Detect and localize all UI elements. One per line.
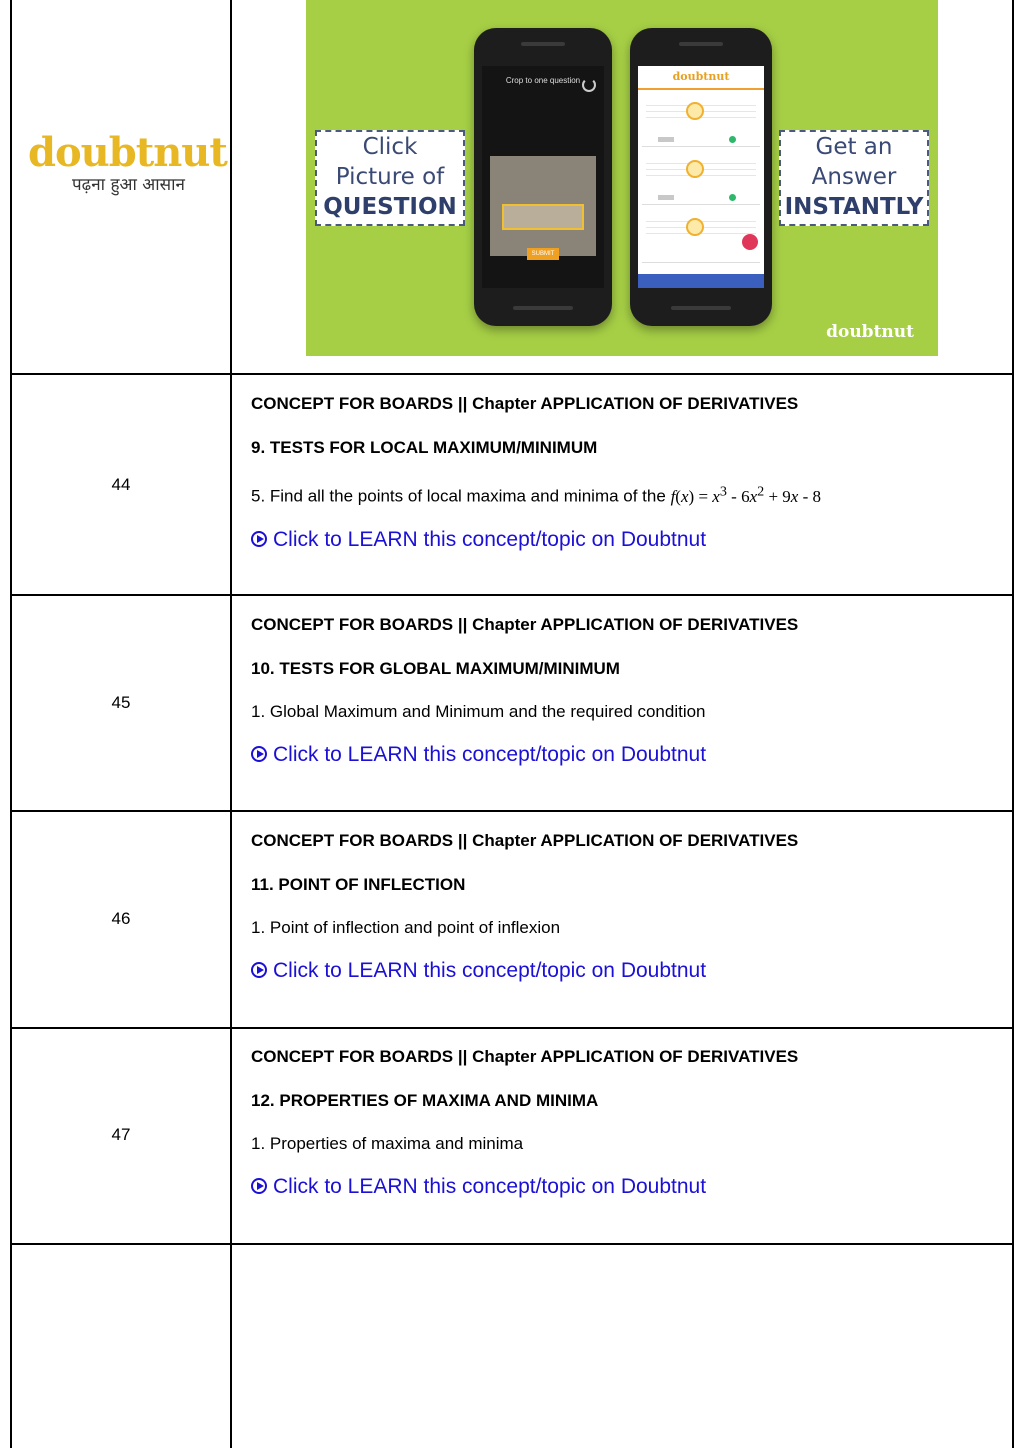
learn-concept-link[interactable] xyxy=(251,957,1004,985)
row-divider xyxy=(10,1027,1014,1029)
photo-of-question xyxy=(490,156,596,256)
section-heading: 10. TESTS FOR GLOBAL MAXIMUM/MINIMUM xyxy=(251,659,620,678)
section-heading: 9. TESTS FOR LOCAL MAXIMUM/MINIMUM xyxy=(251,438,598,457)
crop-title: Crop to one question xyxy=(505,76,581,85)
function-formula: $f(x) = x^3 - 6x^2 + 9x - 8$ xyxy=(670,483,822,506)
table-right-border xyxy=(1012,0,1014,1448)
math-term: - 6 xyxy=(726,486,750,506)
math-term: + 9 xyxy=(764,486,791,506)
math-exponent: 2 xyxy=(757,483,765,499)
row-number: 45 xyxy=(111,693,131,712)
phone-screen xyxy=(482,66,604,288)
logo-wordmark xyxy=(28,128,227,178)
learn-concept-link[interactable] xyxy=(251,1173,1004,1201)
section-heading: 11. POINT OF INFLECTION xyxy=(251,875,466,894)
math-eq: = xyxy=(694,486,713,506)
link-text: Click to LEARN this concept/topic on Doubtnut xyxy=(273,959,707,982)
concept-heading: CONCEPT FOR BOARDS || Chapter APPLICATION OF DERIVATIVES xyxy=(251,1047,799,1066)
play-circle-icon xyxy=(251,531,267,547)
logo-tagline: पढ़ना हुआ आसान xyxy=(72,175,185,195)
learn-concept-link[interactable] xyxy=(251,741,1004,769)
answer-card xyxy=(642,210,760,263)
phone-speaker xyxy=(679,42,723,46)
math-x: x xyxy=(790,486,799,506)
row-divider xyxy=(10,594,1014,596)
table-column-divider xyxy=(230,0,232,1448)
crop-selection xyxy=(502,204,584,230)
row-content xyxy=(251,613,1004,769)
row-content xyxy=(251,392,1004,554)
math-x: x xyxy=(749,486,758,506)
learn-concept-link[interactable] xyxy=(251,526,1004,554)
callout-line-emphasis: QUESTION xyxy=(323,194,457,220)
rotate-icon xyxy=(582,78,596,92)
question-text: 1. Global Maximum and Minimum and the required condition xyxy=(251,702,706,721)
question-text: 1. Point of inflection and point of inflexion xyxy=(251,918,561,937)
math-x: x xyxy=(712,486,720,506)
math-f: f xyxy=(670,486,676,506)
question-prefix: 5. Find all the points of local maxima and minima of the xyxy=(251,486,666,506)
row-divider xyxy=(10,1243,1014,1245)
link-text: Click to LEARN this concept/topic on Doubtnut xyxy=(273,743,707,766)
answer-list xyxy=(638,90,764,274)
submit-button: SUBMIT xyxy=(527,248,559,260)
row-number: 47 xyxy=(111,1125,131,1144)
logo-word-second: nut xyxy=(153,129,227,176)
callout-line: Picture of xyxy=(335,164,445,190)
row-content xyxy=(251,1045,1004,1201)
callout-line: Get an xyxy=(815,134,893,160)
question-text xyxy=(251,478,1004,510)
banner-brand: doubtnut xyxy=(826,322,914,342)
app-nav-bar xyxy=(638,274,764,288)
link-text: Click to LEARN this concept/topic on Doubtnut xyxy=(273,527,707,551)
math-exponent: 3 xyxy=(719,483,727,499)
concept-heading: CONCEPT FOR BOARDS || Chapter APPLICATION OF DERIVATIVES xyxy=(251,394,799,413)
phone-mockup-camera xyxy=(474,28,612,326)
phone-screen xyxy=(638,66,764,288)
table-left-border xyxy=(10,0,12,1448)
phone-speaker xyxy=(521,42,565,46)
play-circle-icon xyxy=(251,746,267,762)
math-term: - 8 xyxy=(798,486,822,506)
phone-mockup-answers xyxy=(630,28,772,326)
row-divider xyxy=(10,810,1014,812)
question-text: 1. Properties of maxima and minima xyxy=(251,1134,524,1153)
phone-home-bar xyxy=(671,306,731,310)
promo-banner xyxy=(306,0,938,356)
callout-line: Click xyxy=(362,134,418,160)
phone-home-bar xyxy=(513,306,573,310)
concept-heading: CONCEPT FOR BOARDS || Chapter APPLICATION OF DERIVATIVES xyxy=(251,831,799,850)
get-answer-callout xyxy=(779,130,929,226)
logo-word-first: doubt xyxy=(28,129,154,176)
callout-line: Answer xyxy=(811,164,897,190)
section-heading: 12. PROPERTIES OF MAXIMA AND MINIMA xyxy=(251,1091,599,1110)
click-picture-callout xyxy=(315,130,465,226)
link-text: Click to LEARN this concept/topic on Doubtnut xyxy=(273,1175,707,1198)
row-number: 44 xyxy=(111,475,131,494)
callout-line-emphasis: INSTANTLY xyxy=(784,194,924,220)
doubtnut-logo xyxy=(28,128,227,198)
row-content xyxy=(251,829,1004,985)
play-circle-icon xyxy=(251,962,267,978)
math-x: x xyxy=(680,486,689,506)
row-divider xyxy=(10,373,1014,375)
camera-fab-icon xyxy=(742,234,758,250)
answer-card xyxy=(642,94,760,147)
row-number: 46 xyxy=(111,909,131,928)
answer-card xyxy=(642,152,760,205)
play-circle-icon xyxy=(251,1178,267,1194)
app-title: doubtnut xyxy=(638,66,764,90)
concept-heading: CONCEPT FOR BOARDS || Chapter APPLICATION OF DERIVATIVES xyxy=(251,615,799,634)
